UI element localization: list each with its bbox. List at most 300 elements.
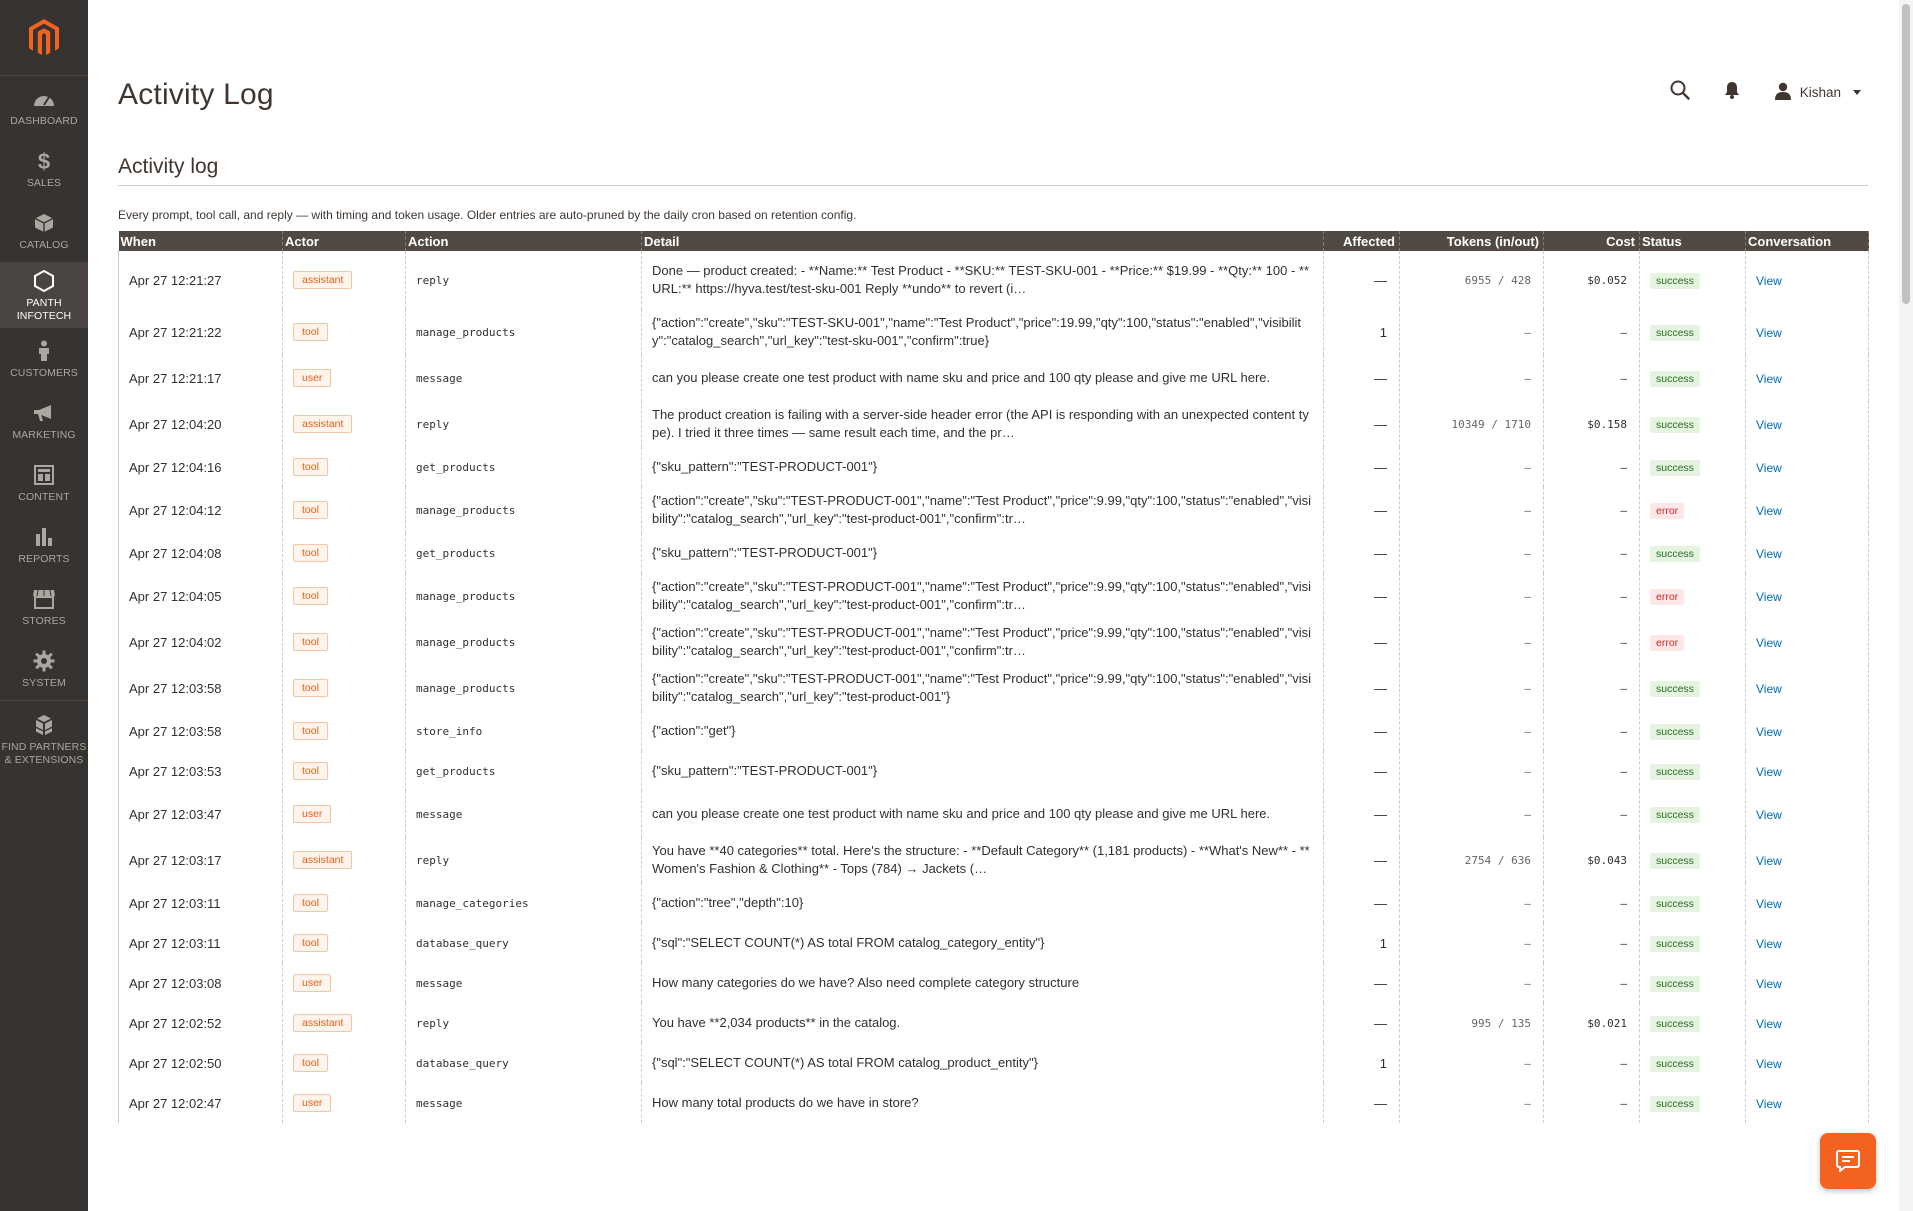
cell-actor xyxy=(283,401,406,447)
cell-conversation xyxy=(1746,487,1869,533)
cell-conversation-value[interactable]: View xyxy=(1756,417,1782,432)
sidebar-item-label: PANTH INFOTECH xyxy=(16,296,72,322)
cell-cost: – xyxy=(1544,487,1640,533)
cell-conversation xyxy=(1746,1003,1869,1043)
cell-cost: $0.052 xyxy=(1544,251,1640,309)
cell-action: database_query xyxy=(406,923,642,963)
cell-cost: $0.021 xyxy=(1544,1003,1640,1043)
cell-status xyxy=(1640,355,1746,401)
cell-when: Apr 27 12:21:22 xyxy=(119,309,283,355)
cell-action: manage_products xyxy=(406,665,642,711)
cell-affected: — xyxy=(1324,711,1400,751)
cell-detail: You have **40 categories** total. Here's the structure: - **Default Category** (1,181 products) - **What's New** - **Women's Fashion & Clothing** - Tops (784) → Jackets (… xyxy=(642,837,1324,883)
cell-status xyxy=(1640,309,1746,355)
cell-action: manage_categories xyxy=(406,883,642,923)
cell-conversation xyxy=(1746,837,1869,883)
cell-actor-value: tool xyxy=(293,587,328,605)
cell-conversation xyxy=(1746,619,1869,665)
cell-detail: {"action":"get"} xyxy=(642,711,1324,751)
cell-status xyxy=(1640,251,1746,309)
cell-status-value: success xyxy=(1650,1056,1700,1072)
col-cost[interactable]: Cost xyxy=(1544,231,1640,251)
header-actions xyxy=(1670,80,1861,105)
cell-conversation-value[interactable]: View xyxy=(1756,503,1782,518)
cell-action: reply xyxy=(406,251,642,309)
col-tokens[interactable]: Tokens (in/out) xyxy=(1400,231,1544,251)
cell-status xyxy=(1640,711,1746,751)
cell-conversation-value[interactable]: View xyxy=(1756,589,1782,604)
search-icon[interactable] xyxy=(1670,80,1690,105)
sidebar-item-label: CONTENT xyxy=(18,491,70,503)
col-actor[interactable]: Actor xyxy=(283,231,406,251)
sidebar-item-stores[interactable] xyxy=(0,576,88,638)
magento-logo-icon xyxy=(29,19,59,57)
col-action[interactable]: Action xyxy=(406,231,642,251)
cell-actor-value: tool xyxy=(293,633,328,651)
cell-status-value: success xyxy=(1650,460,1700,476)
cell-conversation xyxy=(1746,447,1869,487)
sidebar-item-find-partners-extensions[interactable] xyxy=(0,701,88,777)
gear-icon xyxy=(33,648,55,674)
cell-status-value: success xyxy=(1650,371,1700,387)
cell-tokens: – xyxy=(1400,573,1544,619)
cell-detail: {"sku_pattern":"TEST-PRODUCT-001"} xyxy=(642,447,1324,487)
cell-when: Apr 27 12:04:02 xyxy=(119,619,283,665)
cell-affected: 1 xyxy=(1324,923,1400,963)
cell-cost: – xyxy=(1544,665,1640,711)
cell-affected: 1 xyxy=(1324,1043,1400,1083)
chat-assistant-button[interactable] xyxy=(1820,1133,1876,1189)
table-row xyxy=(119,355,1869,401)
cell-actor xyxy=(283,619,406,665)
cell-affected: — xyxy=(1324,533,1400,573)
cell-when: Apr 27 12:02:47 xyxy=(119,1083,283,1123)
cell-conversation-value[interactable]: View xyxy=(1756,325,1782,340)
cell-actor-value: tool xyxy=(293,762,328,780)
cell-detail: How many categories do we have? Also need complete category structure xyxy=(642,963,1324,1003)
table-row xyxy=(119,791,1869,837)
cell-when: Apr 27 12:03:58 xyxy=(119,665,283,711)
cell-status xyxy=(1640,923,1746,963)
cell-conversation xyxy=(1746,711,1869,751)
cell-action: manage_products xyxy=(406,487,642,533)
cell-detail: {"sql":"SELECT COUNT(*) AS total FROM catalog_category_entity"} xyxy=(642,923,1324,963)
cell-conversation-value[interactable]: View xyxy=(1756,807,1782,822)
cell-when: Apr 27 12:03:58 xyxy=(119,711,283,751)
cell-conversation-value[interactable]: View xyxy=(1756,546,1782,561)
table-row xyxy=(119,963,1869,1003)
sidebar-item-label: DASHBOARD xyxy=(10,115,78,127)
cell-conversation xyxy=(1746,963,1869,1003)
cell-conversation-value[interactable]: View xyxy=(1756,976,1782,991)
cell-actor-value: user xyxy=(293,974,331,992)
sidebar-item-label: CUSTOMERS xyxy=(10,367,78,379)
cell-detail: {"action":"create","sku":"TEST-SKU-001","name":"Test Product","price":19.99,"qty":100,"status":"enabled","visibility":"catalog_search","url_key":"test-sku-001","confirm":true} xyxy=(642,309,1324,355)
col-detail[interactable]: Detail xyxy=(642,231,1324,251)
table-row xyxy=(119,711,1869,751)
col-affected[interactable]: Affected xyxy=(1324,231,1400,251)
cell-actor xyxy=(283,963,406,1003)
cell-detail: {"action":"create","sku":"TEST-PRODUCT-001","name":"Test Product","price":9.99,"qty":100,"status":"enabled","visibility":"catalog_search","url_key":"test-product-001","confirm":tr… xyxy=(642,619,1324,665)
cell-actor xyxy=(283,1043,406,1083)
sidebar-item-label: STORES xyxy=(22,615,66,627)
cell-when: Apr 27 12:03:08 xyxy=(119,963,283,1003)
cell-actor-value: assistant xyxy=(293,271,352,289)
table-row xyxy=(119,665,1869,711)
col-status[interactable]: Status xyxy=(1640,231,1746,251)
cell-affected: — xyxy=(1324,963,1400,1003)
sidebar-item-customers[interactable] xyxy=(0,328,88,390)
cell-detail: {"sku_pattern":"TEST-PRODUCT-001"} xyxy=(642,533,1324,573)
cell-cost: – xyxy=(1544,619,1640,665)
sidebar-item-label: MARKETING xyxy=(12,429,76,441)
cell-when: Apr 27 12:04:20 xyxy=(119,401,283,447)
sidebar-item-label: SALES xyxy=(26,177,62,189)
user-icon xyxy=(1774,82,1792,103)
cell-tokens: – xyxy=(1400,619,1544,665)
cell-conversation-value[interactable]: View xyxy=(1756,635,1782,650)
section-title: Activity log xyxy=(118,155,219,178)
cell-affected: — xyxy=(1324,619,1400,665)
table-row xyxy=(119,447,1869,487)
cell-cost: – xyxy=(1544,791,1640,837)
cell-status xyxy=(1640,487,1746,533)
cell-when: Apr 27 12:03:11 xyxy=(119,883,283,923)
cell-action: message xyxy=(406,791,642,837)
cell-tokens: – xyxy=(1400,309,1544,355)
cell-actor xyxy=(283,533,406,573)
cell-status xyxy=(1640,883,1746,923)
admin-sidebar xyxy=(0,0,88,1211)
cell-cost: – xyxy=(1544,883,1640,923)
cell-action: manage_products xyxy=(406,309,642,355)
sidebar-item-sales[interactable] xyxy=(0,138,88,200)
cell-actor-value: tool xyxy=(293,722,328,740)
cell-status-value: success xyxy=(1650,681,1700,697)
cell-conversation xyxy=(1746,251,1869,309)
cell-actor-value: user xyxy=(293,805,331,823)
cell-cost: – xyxy=(1544,355,1640,401)
sidebar-item-reports[interactable] xyxy=(0,514,88,576)
cell-action: message xyxy=(406,355,642,401)
cell-conversation xyxy=(1746,751,1869,791)
sidebar-item-label: FIND PARTNERS & EXTENSIONS xyxy=(1,740,87,766)
table-row xyxy=(119,533,1869,573)
cell-tokens: – xyxy=(1400,533,1544,573)
cell-conversation-value[interactable]: View xyxy=(1756,853,1782,868)
cell-detail: {"action":"tree","depth":10} xyxy=(642,883,1324,923)
cell-status-value: success xyxy=(1650,936,1700,952)
cell-actor xyxy=(283,251,406,309)
cell-action: get_products xyxy=(406,447,642,487)
cell-cost: – xyxy=(1544,751,1640,791)
cell-actor xyxy=(283,665,406,711)
cell-status xyxy=(1640,1003,1746,1043)
cell-detail: {"action":"create","sku":"TEST-PRODUCT-001","name":"Test Product","price":9.99,"qty":100,"status":"enabled","visibility":"catalog_search","url_key":"test-product-001","confirm":tr… xyxy=(642,573,1324,619)
col-conversation[interactable]: Conversation xyxy=(1746,231,1869,251)
cell-status-value: success xyxy=(1650,976,1700,992)
cell-detail: The product creation is failing with a server-side header error (the API is responding with an unexpected content type). I tried it three times — same result each time, and the pr… xyxy=(642,401,1324,447)
cell-action: manage_products xyxy=(406,619,642,665)
cell-affected: — xyxy=(1324,487,1400,533)
cell-affected: — xyxy=(1324,1083,1400,1123)
cell-conversation-value[interactable]: View xyxy=(1756,1016,1782,1031)
cell-conversation xyxy=(1746,573,1869,619)
cell-when: Apr 27 12:04:16 xyxy=(119,447,283,487)
cell-status xyxy=(1640,963,1746,1003)
cell-actor xyxy=(283,923,406,963)
section-divider xyxy=(118,185,1868,186)
scrollbar-thumb[interactable] xyxy=(1902,4,1910,304)
cell-detail: {"sql":"SELECT COUNT(*) AS total FROM catalog_product_entity"} xyxy=(642,1043,1324,1083)
cell-affected: — xyxy=(1324,751,1400,791)
cell-tokens: – xyxy=(1400,751,1544,791)
cell-affected: — xyxy=(1324,1003,1400,1043)
cell-status-value: success xyxy=(1650,764,1700,780)
cell-when: Apr 27 12:02:52 xyxy=(119,1003,283,1043)
cell-affected: — xyxy=(1324,447,1400,487)
cell-cost: – xyxy=(1544,711,1640,751)
hexagon-icon xyxy=(34,268,54,294)
cell-when: Apr 27 12:04:12 xyxy=(119,487,283,533)
cell-conversation-value[interactable]: View xyxy=(1756,764,1782,779)
cell-actor-value: assistant xyxy=(293,415,352,433)
cell-when: Apr 27 12:03:53 xyxy=(119,751,283,791)
cell-status-value: success xyxy=(1650,546,1700,562)
box-icon xyxy=(34,210,54,236)
store-icon xyxy=(32,586,56,612)
cell-status xyxy=(1640,837,1746,883)
cell-status xyxy=(1640,619,1746,665)
sidebar-item-dashboard[interactable] xyxy=(0,76,88,138)
cell-actor-value: assistant xyxy=(293,851,352,869)
cell-detail: can you please create one test product with name sku and price and 100 qty please and give me URL here. xyxy=(642,791,1324,837)
cell-action: reply xyxy=(406,401,642,447)
sidebar-item-label: CATALOG xyxy=(19,239,69,251)
cell-when: Apr 27 12:21:17 xyxy=(119,355,283,401)
cell-actor-value: user xyxy=(293,1094,331,1112)
cell-cost: – xyxy=(1544,963,1640,1003)
cell-status xyxy=(1640,1043,1746,1083)
cell-actor xyxy=(283,837,406,883)
cell-status xyxy=(1640,665,1746,711)
user-menu[interactable] xyxy=(1774,82,1861,103)
cell-action: reply xyxy=(406,1003,642,1043)
cell-actor-value: tool xyxy=(293,679,328,697)
cell-status-value: error xyxy=(1650,635,1684,651)
table-row xyxy=(119,1003,1869,1043)
table-row xyxy=(119,619,1869,665)
cell-conversation xyxy=(1746,923,1869,963)
cell-when: Apr 27 12:03:17 xyxy=(119,837,283,883)
table-row xyxy=(119,251,1869,309)
cell-actor-value: tool xyxy=(293,501,328,519)
cell-actor-value: user xyxy=(293,369,331,387)
cell-status xyxy=(1640,401,1746,447)
cell-detail: {"sku_pattern":"TEST-PRODUCT-001"} xyxy=(642,751,1324,791)
cell-tokens: – xyxy=(1400,355,1544,401)
activity-log-table xyxy=(118,231,1869,1123)
bar-chart-icon xyxy=(34,524,54,550)
cell-actor-value: tool xyxy=(293,458,328,476)
table-row xyxy=(119,487,1869,533)
cell-tokens: 10349 / 1710 xyxy=(1400,401,1544,447)
cell-tokens: – xyxy=(1400,1043,1544,1083)
cell-cost: $0.043 xyxy=(1544,837,1640,883)
dashboard-icon xyxy=(33,86,55,112)
cell-conversation xyxy=(1746,309,1869,355)
cell-action: message xyxy=(406,1083,642,1123)
cell-conversation xyxy=(1746,1083,1869,1123)
cell-status-value: success xyxy=(1650,273,1700,289)
cell-tokens: 6955 / 428 xyxy=(1400,251,1544,309)
cell-tokens: – xyxy=(1400,923,1544,963)
cell-affected: — xyxy=(1324,573,1400,619)
table-row xyxy=(119,1083,1869,1123)
cell-conversation xyxy=(1746,791,1869,837)
table-row xyxy=(119,401,1869,447)
cell-conversation-value[interactable]: View xyxy=(1756,936,1782,951)
cell-affected: 1 xyxy=(1324,309,1400,355)
page-title: Activity Log xyxy=(118,78,274,111)
chat-bubble-icon xyxy=(1836,1150,1860,1172)
table-row xyxy=(119,573,1869,619)
cell-conversation-value[interactable]: View xyxy=(1756,273,1782,288)
cell-actor xyxy=(283,573,406,619)
cell-actor xyxy=(283,883,406,923)
cell-tokens: – xyxy=(1400,447,1544,487)
sidebar-item-label: SYSTEM xyxy=(22,677,66,689)
cell-conversation-value[interactable]: View xyxy=(1756,896,1782,911)
table-row xyxy=(119,837,1869,883)
cell-actor xyxy=(283,447,406,487)
sidebar-item-system[interactable] xyxy=(0,638,88,700)
cell-status xyxy=(1640,1083,1746,1123)
section-description: Every prompt, tool call, and reply — with timing and token usage. Older entries are auto-pruned by the daily cron based on retention config. xyxy=(118,208,857,222)
cell-status xyxy=(1640,573,1746,619)
cell-when: Apr 27 12:03:11 xyxy=(119,923,283,963)
cell-cost: – xyxy=(1544,573,1640,619)
cell-tokens: – xyxy=(1400,791,1544,837)
cell-when: Apr 27 12:03:47 xyxy=(119,791,283,837)
cell-action: reply xyxy=(406,837,642,883)
cell-detail: Done — product created: - **Name:** Test Product - **SKU:** TEST-SKU-001 - **Price:** $19.99 - **Qty:** 100 - **URL:** https://hyva.test/test-sku-001 Reply **undo** to revert (i… xyxy=(642,251,1324,309)
cell-tokens: – xyxy=(1400,711,1544,751)
sidebar-item-marketing[interactable] xyxy=(0,390,88,452)
cell-actor xyxy=(283,791,406,837)
cell-conversation-value[interactable]: View xyxy=(1756,1056,1782,1071)
cell-conversation-value[interactable]: View xyxy=(1756,371,1782,386)
cell-actor-value: tool xyxy=(293,1054,328,1072)
cell-status xyxy=(1640,751,1746,791)
cell-status-value: success xyxy=(1650,853,1700,869)
cell-conversation-value[interactable]: View xyxy=(1756,1096,1782,1111)
cell-affected: — xyxy=(1324,791,1400,837)
cell-tokens: – xyxy=(1400,487,1544,533)
table-header-row xyxy=(119,231,1869,251)
notifications-bell-icon[interactable] xyxy=(1724,81,1740,104)
cell-status-value: success xyxy=(1650,417,1700,433)
cell-action: get_products xyxy=(406,533,642,573)
cell-tokens: – xyxy=(1400,1083,1544,1123)
magento-logo[interactable] xyxy=(0,0,88,76)
col-when[interactable]: When xyxy=(119,231,283,251)
cell-actor-value: tool xyxy=(293,934,328,952)
table-row xyxy=(119,883,1869,923)
cell-actor-value: tool xyxy=(293,544,328,562)
cell-tokens: – xyxy=(1400,963,1544,1003)
cell-actor xyxy=(283,1003,406,1043)
cell-cost: – xyxy=(1544,533,1640,573)
cell-affected: — xyxy=(1324,401,1400,447)
sidebar-item-panth-infotech[interactable] xyxy=(0,262,88,328)
cell-status xyxy=(1640,533,1746,573)
cell-detail: {"action":"create","sku":"TEST-PRODUCT-001","name":"Test Product","price":9.99,"qty":100,"status":"enabled","visibility":"catalog_search","url_key":"test-product-001"} xyxy=(642,665,1324,711)
cell-when: Apr 27 12:21:27 xyxy=(119,251,283,309)
cell-cost: – xyxy=(1544,1043,1640,1083)
megaphone-icon xyxy=(33,400,55,426)
page-scrollbar[interactable] xyxy=(1899,0,1913,1211)
cell-tokens: – xyxy=(1400,883,1544,923)
sidebar-item-content[interactable] xyxy=(0,452,88,514)
cell-conversation-value[interactable]: View xyxy=(1756,460,1782,475)
cell-tokens: 2754 / 636 xyxy=(1400,837,1544,883)
cell-action: manage_products xyxy=(406,573,642,619)
cell-status-value: success xyxy=(1650,724,1700,740)
cell-tokens: 995 / 135 xyxy=(1400,1003,1544,1043)
table-row xyxy=(119,923,1869,963)
cell-detail: can you please create one test product with name sku and price and 100 qty please and give me URL here. xyxy=(642,355,1324,401)
cell-status-value: success xyxy=(1650,1096,1700,1112)
cell-actor-value: tool xyxy=(293,894,328,912)
cell-action: store_info xyxy=(406,711,642,751)
table-row xyxy=(119,751,1869,791)
cell-actor xyxy=(283,355,406,401)
cell-status-value: success xyxy=(1650,896,1700,912)
cell-status-value: success xyxy=(1650,325,1700,341)
layout-icon xyxy=(34,462,54,488)
cell-conversation-value[interactable]: View xyxy=(1756,681,1782,696)
cell-status-value: error xyxy=(1650,503,1684,519)
cell-actor-value: tool xyxy=(293,323,328,341)
cell-when: Apr 27 12:04:05 xyxy=(119,573,283,619)
cell-tokens: – xyxy=(1400,665,1544,711)
cell-detail: {"action":"create","sku":"TEST-PRODUCT-001","name":"Test Product","price":9.99,"qty":100,"status":"enabled","visibility":"catalog_search","url_key":"test-product-001","confirm":tr… xyxy=(642,487,1324,533)
cell-cost: – xyxy=(1544,447,1640,487)
cell-actor-value: assistant xyxy=(293,1014,352,1032)
chevron-down-icon xyxy=(1853,90,1861,95)
cell-conversation-value[interactable]: View xyxy=(1756,724,1782,739)
cell-conversation xyxy=(1746,665,1869,711)
cell-action: database_query xyxy=(406,1043,642,1083)
cell-affected: — xyxy=(1324,665,1400,711)
cell-cost: – xyxy=(1544,923,1640,963)
cell-conversation xyxy=(1746,401,1869,447)
sidebar-item-catalog[interactable] xyxy=(0,200,88,262)
cell-when: Apr 27 12:02:50 xyxy=(119,1043,283,1083)
cell-conversation xyxy=(1746,883,1869,923)
cell-affected: — xyxy=(1324,883,1400,923)
cell-actor xyxy=(283,487,406,533)
cell-detail: How many total products do we have in store? xyxy=(642,1083,1324,1123)
cell-conversation xyxy=(1746,1043,1869,1083)
cell-status xyxy=(1640,791,1746,837)
cell-actor xyxy=(283,711,406,751)
sidebar-item-label: REPORTS xyxy=(18,553,70,565)
cell-cost: – xyxy=(1544,1083,1640,1123)
table-row xyxy=(119,309,1869,355)
cell-status-value: success xyxy=(1650,807,1700,823)
